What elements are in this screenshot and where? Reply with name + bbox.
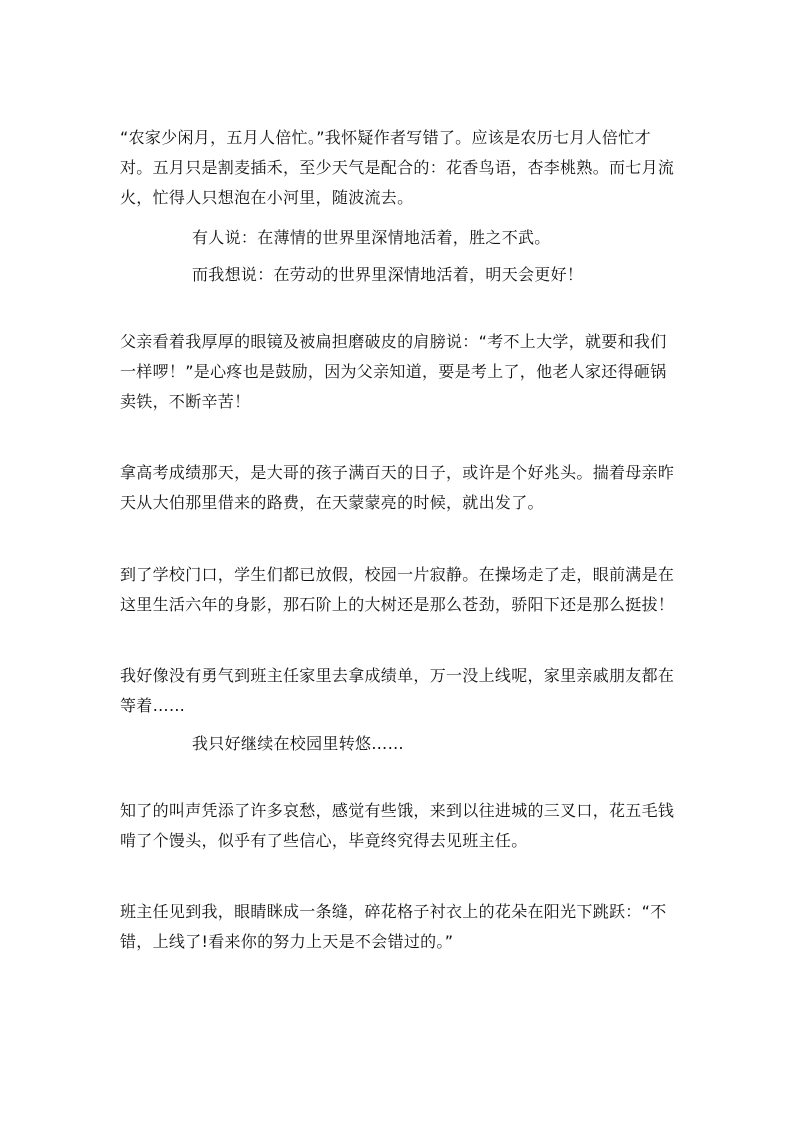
paragraph-1: “农家少闲月，五月人倍忙。”我怀疑作者写错了。应该是农历七月人倍忙才对。五月只是割麦插禾，至少天气是配合的：花香鸟语，杏李桃熟。而七月流火，忙得人只想泡在小河里，随波流去。 bbox=[120, 128, 675, 207]
paragraph-9: 知了的叫声凭添了许多哀愁，感觉有些饿，来到以往进城的三叉口，花五毛钱啃了个馒头，似乎有了些信心，毕竟终究得去见班主任。 bbox=[120, 801, 675, 850]
paragraph-6: 到了学校门口，学生们都已放假，校园一片寂静。在操场走了走，眼前满是在这里生活六年的身影，那石阶上的大树还是那么苍劲，骄阳下还是那么挺拔！ bbox=[120, 565, 675, 614]
paragraph-8: 我只好继续在校园里转悠…… bbox=[192, 734, 404, 753]
paragraph-3: 而我想说：在劳动的世界里深情地活着，明天会更好！ bbox=[192, 265, 584, 284]
paragraph-2: 有人说：在薄情的世界里深情地活着，胜之不武。 bbox=[192, 228, 551, 247]
paragraph-4: 父亲看着我厚厚的眼镜及被扁担磨破皮的肩膀说：“考不上大学，就要和我们一样啰！”是心疼也是鼓励，因为父亲知道，要是考上了，他老人家还得砸锅卖铁，不断辛苦！ bbox=[120, 332, 667, 411]
paragraph-7: 我好像没有勇气到班主任家里去拿成绩单，万一没上线呢，家里亲戚朋友都在等着…… bbox=[120, 666, 675, 715]
paragraph-10: 班主任见到我，眼睛眯成一条缝，碎花格子衬衣上的花朵在阳光下跳跃：“不错，上线了!看来你的努力上天是不会错过的。” bbox=[120, 902, 667, 951]
paragraph-5: 拿高考成绩那天，是大哥的孩子满百天的日子，或许是个好兆头。揣着母亲昨天从大伯那里借来的路费，在天蒙蒙亮的时候，就出发了。 bbox=[120, 463, 675, 512]
